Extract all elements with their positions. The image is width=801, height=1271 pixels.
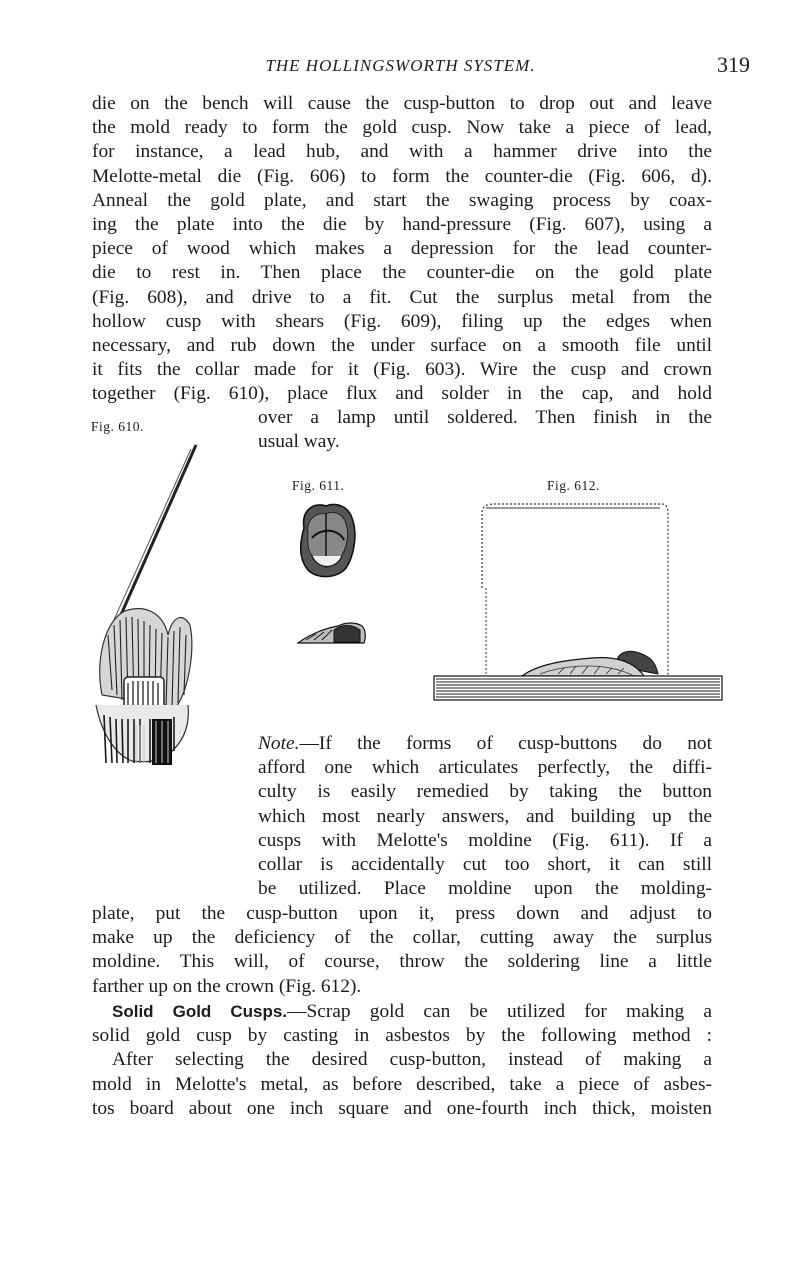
text-line: collar is accidentally cut too short, it can still	[258, 854, 712, 876]
section-first-line	[92, 1000, 712, 1024]
paragraph-main-indented	[258, 406, 712, 454]
text-line: the mold ready to form the gold cusp. Now take a piece of lead,	[92, 117, 712, 139]
section-heading: Solid Gold Cusps.	[112, 1002, 288, 1021]
text-line: plate, put the cusp-button upon it, press down and adjust to	[92, 903, 712, 924]
running-header: THE HOLLINGSWORTH SYSTEM.	[265, 56, 536, 75]
text-line: usual way.	[258, 431, 340, 453]
text-line: make up the deficiency of the collar, cutting away the surplus	[92, 927, 712, 949]
text-line: solid gold cusp by casting in asbestos by the following method :	[92, 1025, 712, 1047]
text-line: (Fig. 608), and drive to a fit. Cut the surplus metal from the	[92, 286, 712, 308]
text-line: If the forms of cusp-buttons do not	[318, 733, 712, 754]
paragraph-main	[92, 92, 712, 407]
text-line: tos board about one inch square and one-fourth inch thick, moisten	[92, 1097, 712, 1119]
figure-610-crown-illustration	[88, 445, 198, 765]
note-block-continued	[92, 902, 712, 999]
note-label: Note.	[258, 733, 300, 754]
text-line: piece of wood which makes a depression for the lead counter-	[92, 238, 712, 260]
text-line: necessary, and rub down the under surface on a smooth file until	[92, 335, 712, 357]
text-line: mold in Melotte's metal, as before described, take a piece of asbes-	[92, 1073, 712, 1095]
text-line: which most nearly answers, and building up the	[258, 805, 712, 827]
text-line: moldine. This will, of course, throw the soldering line a little	[92, 951, 712, 973]
text-line: Scrap gold can be utilized for making a	[306, 1001, 712, 1022]
figure-612-molding-plate-illustration	[430, 498, 726, 703]
text-line: culty is easily remedied by taking the button	[258, 781, 712, 803]
note-dash: —	[299, 733, 319, 754]
text-line: hollow cusp with shears (Fig. 609), filing up the edges when	[92, 310, 712, 332]
text-line: together (Fig. 610), place flux and solder in the cap, and hold	[92, 383, 712, 405]
text-line: be utilized. Place moldine upon the molding-	[258, 878, 712, 900]
text-line: it fits the collar made for it (Fig. 603). Wire the cusp and crown	[92, 359, 712, 381]
text-line: afford one which articulates perfectly, the diffi-	[258, 757, 712, 779]
heading-dash: —	[287, 1001, 307, 1022]
text-line: die on the bench will cause the cusp-button to drop out and leave	[92, 93, 712, 114]
figure-611-label: Fig. 611.	[292, 478, 345, 493]
solid-gold-section	[92, 1000, 712, 1121]
text-line: Melotte-metal die (Fig. 606) to form the counter-die (Fig. 606, d).	[92, 165, 712, 187]
text-line: over a lamp until soldered. Then finish in the	[258, 407, 712, 428]
text-line: cusps with Melotte's moldine (Fig. 611). If a	[258, 829, 712, 851]
text-line: for instance, a lead hub, and with a hammer drive into the	[92, 141, 712, 163]
text-line: farther up on the crown (Fig. 612).	[92, 975, 362, 997]
text-line: After selecting the desired cusp-button, instead of making a	[112, 1049, 712, 1071]
text-line: ing the plate into the die by hand-pressure (Fig. 607), using a	[92, 214, 712, 236]
text-line: Anneal the gold plate, and start the swaging process by coax-	[92, 189, 712, 211]
figure-612-label: Fig. 612.	[547, 478, 600, 493]
page-number: 319	[717, 52, 750, 77]
figure-611-cusp-illustration	[286, 498, 376, 648]
text-line: die to rest in. Then place the counter-die on the gold plate	[92, 262, 712, 284]
note-block	[258, 732, 712, 901]
note-first-line	[258, 732, 712, 756]
figure-610-label: Fig. 610.	[91, 419, 144, 434]
